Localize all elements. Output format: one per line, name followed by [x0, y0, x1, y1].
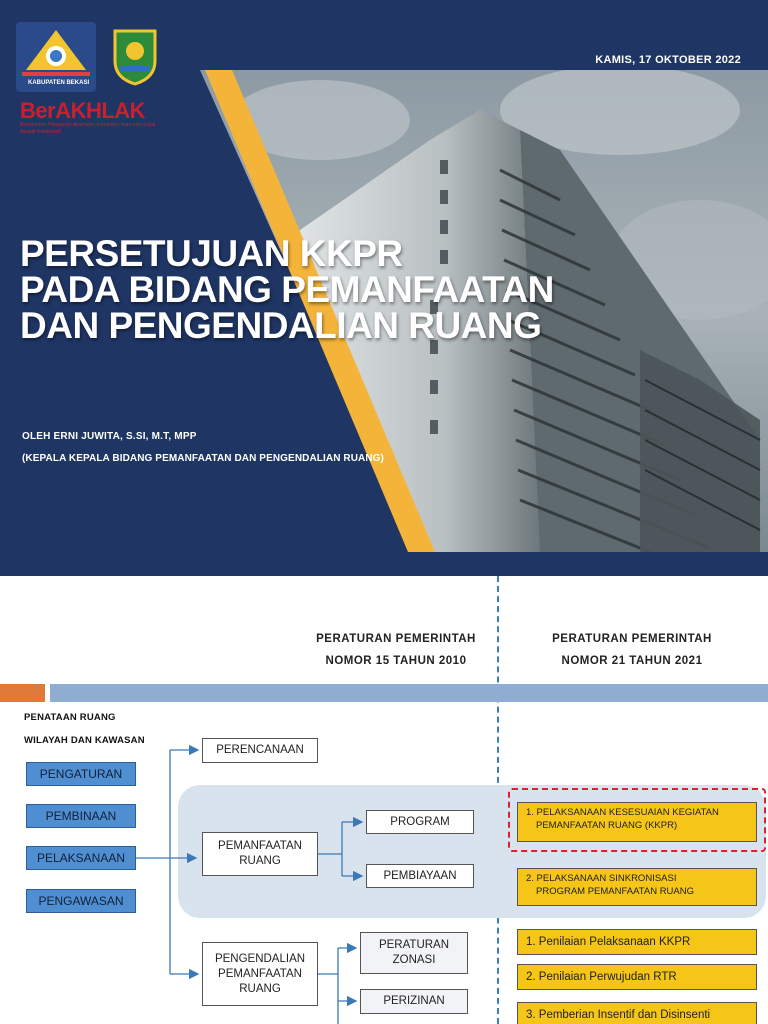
box-perencanaan: PERENCANAAN: [202, 738, 318, 763]
box-pengendalian: [202, 942, 318, 1006]
slide-title: [20, 233, 554, 346]
box-program: PROGRAM: [366, 810, 474, 834]
box-perizinan: PERIZINAN: [360, 989, 468, 1014]
bekasi-emblem-icon: [110, 26, 160, 86]
title-line-2: PADA BIDANG PEMANFAATAN: [20, 269, 554, 310]
item-pembinaan: PEMBINAAN: [26, 804, 136, 828]
item-pelaksanaan: PELAKSANAAN: [26, 846, 136, 870]
right-item-penilaian-kkpr: 1. Penilaian Pelaksanaan KKPR: [517, 929, 757, 955]
right-item-insentif: 3. Pemberian Insentif dan Disinsenti: [517, 1002, 757, 1024]
section-title-line-1: PENATAAN RUANG: [24, 712, 116, 723]
regulation-2021-line-2: NOMOR 21 TAHUN 2021: [561, 655, 703, 667]
right-item-1-line-1: 1. PELAKSANAAN KESESUAIAN KEGIATAN: [526, 807, 719, 818]
box-pemanfaatan-ruang: [202, 832, 318, 876]
regulation-2021-line-1: PERATURAN PEMERINTAH: [552, 633, 712, 645]
right-item-2-line-1: 2. PELAKSANAAN SINKRONISASI: [526, 873, 677, 884]
logo-label: KABUPATEN BEKASI: [28, 80, 90, 86]
peraturan-zonasi-line-2: ZONASI: [392, 954, 436, 966]
pengendalian-line-1: PENGENDALIAN: [214, 952, 306, 965]
right-item-2: [517, 868, 757, 906]
berakhlak-subtitle: Berorientasi Pelayanan Akuntabel Kompeten Harmonis Loyal Adaptif Kolaboratif: [20, 122, 156, 135]
item-pengawasan: PENGAWASAN: [26, 889, 136, 913]
author-role: (KEPALA KEPALA BIDANG PEMANFAATAN DAN PENGENDALIAN RUANG): [22, 453, 384, 464]
title-line-3: DAN PENGENDALIAN RUANG: [20, 305, 542, 346]
pengendalian-line-2: PEMANFAATAN: [218, 967, 302, 980]
pengendalian-line-3: RUANG: [239, 982, 281, 995]
presentation-date: KAMIS, 17 OKTOBER 2022: [595, 54, 741, 66]
right-item-2-line-2: PROGRAM PEMANFAATAN RUANG: [536, 886, 694, 897]
right-item-1-line-2: PEMANFAATAN RUANG (KKPR): [536, 820, 678, 831]
title-line-1: PERSETUJUAN KKPR: [20, 233, 403, 274]
diagram-slide: [0, 576, 768, 1024]
right-item-1: [517, 802, 757, 842]
regulation-2010-line-2: NOMOR 15 TAHUN 2010: [325, 655, 467, 667]
pemanfaatan-line-1: PEMANFAATAN: [218, 840, 302, 852]
regulation-2010-line-1: PERATURAN PEMERINTAH: [316, 633, 476, 645]
box-pembiayaan: PEMBIAYAAN: [366, 864, 474, 888]
right-item-penilaian-rtr: 2. Penilaian Perwujudan RTR: [517, 964, 757, 990]
author-name: OLEH ERNI JUWITA, S.SI, M.T, MPP: [22, 431, 197, 442]
berakhlak-logo: BerAKHLAK: [20, 98, 146, 123]
section-title-line-2: WILAYAH DAN KAWASAN: [24, 735, 145, 746]
item-pengaturan: PENGATURAN: [26, 762, 136, 786]
peraturan-zonasi-line-1: PERATURAN: [378, 939, 450, 951]
box-peraturan-zonasi: [360, 932, 468, 974]
pemanfaatan-line-2: RUANG: [239, 855, 281, 867]
